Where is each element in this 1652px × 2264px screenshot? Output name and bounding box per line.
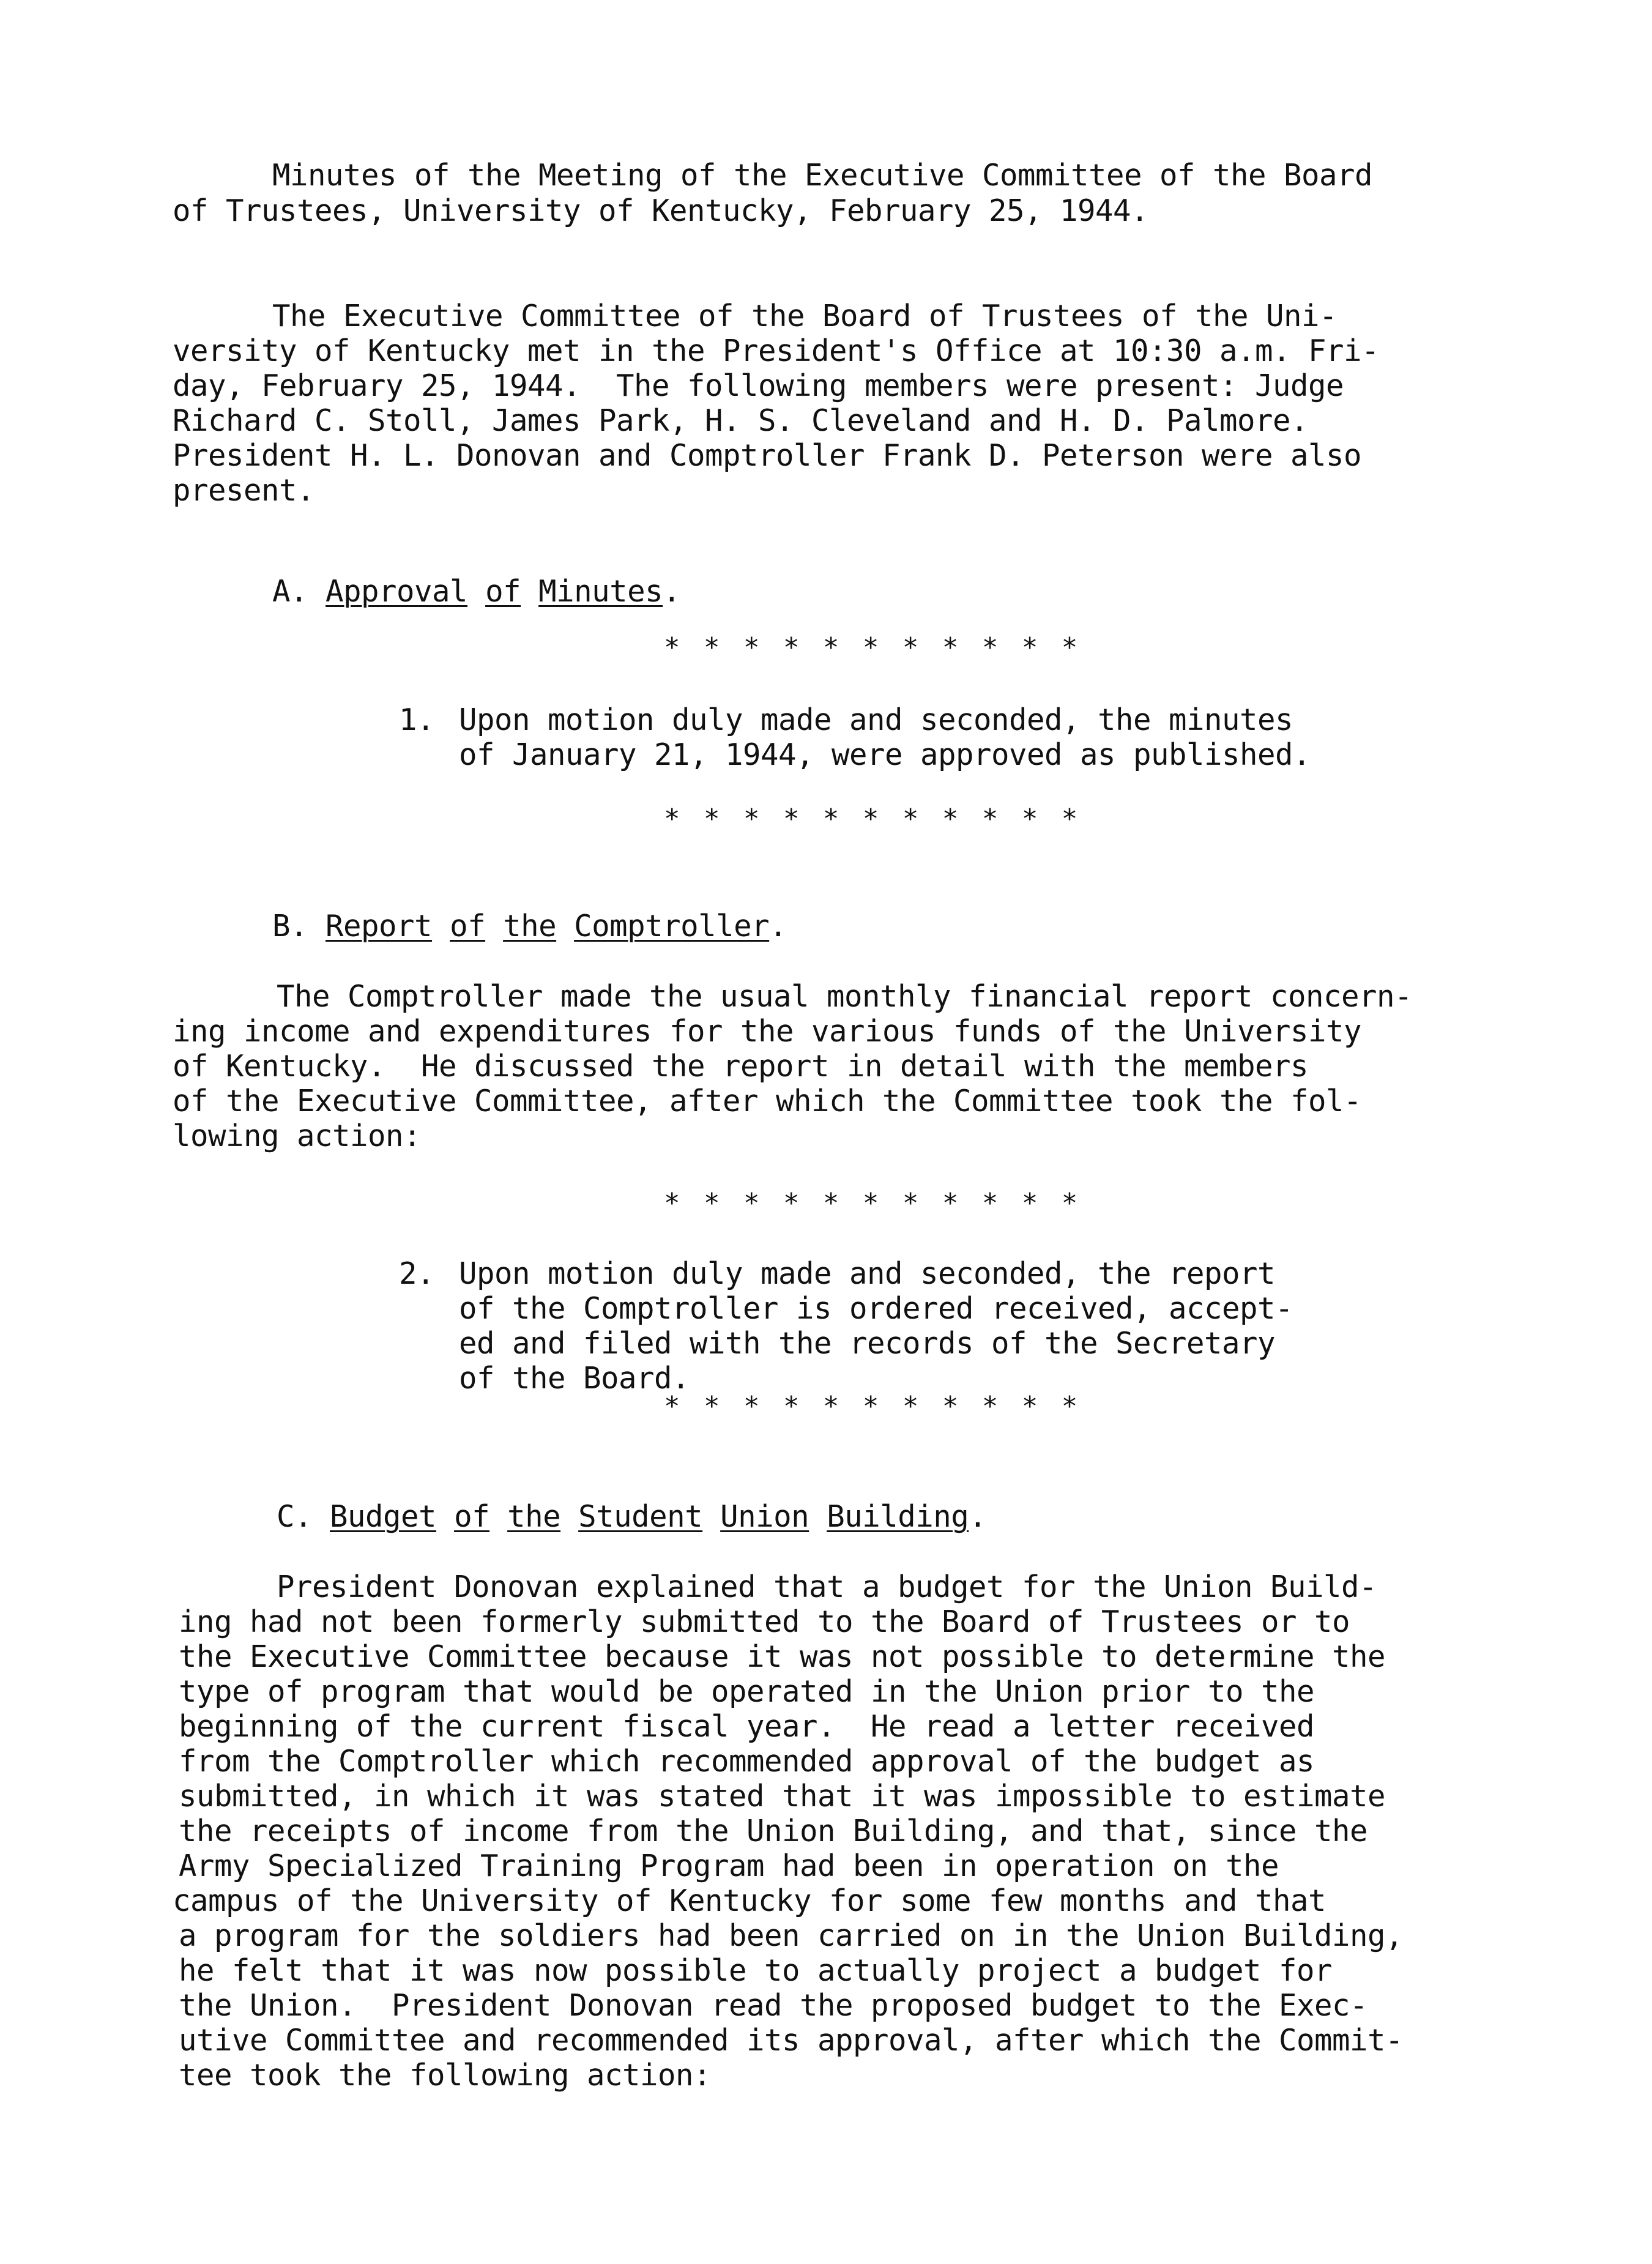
separator-stars: * * * * * * * * * * * [664,1391,1082,1422]
section-a-end: . [663,574,681,609]
section-a-word-3: Minutes [538,574,663,609]
separator-stars: * * * * * * * * * * * [664,803,1082,835]
section-c-para-line-6: from the Comptroller which recommended approval of the budget as [179,1744,1315,1779]
section-b-para-line-1: The Comptroller made the usual monthly financial report concern- [277,979,1413,1014]
section-b-letter: B. [272,909,308,944]
section-c-para-line-7: submitted, in which it was stated that it was impossible to estimate [179,1779,1386,1814]
section-a-word-1: Approval [326,574,468,609]
section-c-word-1: Budget [330,1499,437,1534]
item-2-number: 2. [399,1256,435,1291]
item-2-line-1: Upon motion duly made and seconded, the report [459,1256,1276,1291]
section-c-word-5: Union [720,1499,809,1534]
intro-line-1: The Executive Committee of the Board of Trustees of the Uni- [272,299,1338,333]
intro-line-6: present. [173,473,315,508]
section-a-word-2: of [485,574,521,609]
item-1-line-1: Upon motion duly made and seconded, the minutes [459,702,1293,737]
section-c-para-line-3: the Executive Committee because it was not possible to determine the [179,1639,1386,1674]
item-1-number: 1. [399,702,435,737]
section-c-para-line-4: type of program that would be operated in the Union prior to the [179,1674,1315,1709]
item-2-line-4: of the Board. [459,1361,690,1396]
section-b-para-line-4: of the Executive Committee, after which the Committee took the fol- [173,1084,1362,1119]
section-c-para-line-12: he felt that it was now possible to actually project a budget for [179,1953,1333,1988]
item-2-line-2: of the Comptroller is ordered received, accept- [459,1291,1293,1326]
section-c-word-2: of [454,1499,490,1534]
intro-line-4: Richard C. Stoll, James Park, H. S. Cleveland and H. D. Palmore. [173,403,1309,438]
section-b-heading [272,909,787,944]
title-line-2: of Trustees, University of Kentucky, February 25, 1944. [173,193,1149,228]
section-c-para-line-15: tee took the following action: [179,2058,712,2093]
section-c-para-line-13: the Union. President Donovan read the proposed budget to the Exec- [179,1988,1368,2023]
section-c-para-line-10: campus of the University of Kentucky for some few months and that [173,1883,1326,1918]
intro-line-5: President H. L. Donovan and Comptroller Frank D. Peterson were also [173,438,1362,473]
section-b-word-3: the [503,909,557,944]
section-c-word-4: Student [578,1499,703,1534]
intro-line-3: day, February 25, 1944. The following members were present: Judge [173,368,1344,403]
section-b-para-line-3: of Kentucky. He discussed the report in detail with the members [173,1049,1309,1084]
section-b-end: . [769,909,787,944]
title-line-1: Minutes of the Meeting of the Executive Committee of the Board [272,158,1373,193]
section-a-letter: A. [272,574,308,609]
section-c-end: . [969,1499,987,1534]
section-c-heading [277,1499,986,1534]
section-b-para-line-2: ing income and expenditures for the various funds of the University [173,1014,1362,1049]
item-1-line-2: of January 21, 1944, were approved as published. [459,737,1311,772]
section-c-para-line-5: beginning of the current fiscal year. He read a letter received [179,1709,1315,1744]
section-b-para-line-5: lowing action: [173,1119,422,1153]
section-c-word-6: Building [827,1499,969,1534]
section-b-word-1: Report [326,909,433,944]
section-c-para-line-9: Army Specialized Training Program had been in operation on the [179,1849,1279,1883]
section-c-para-line-1: President Donovan explained that a budget for the Union Build- [277,1570,1377,1604]
section-c-word-3: the [507,1499,561,1534]
section-c-para-line-8: the receipts of income from the Union Building, and that, since the [179,1814,1368,1849]
separator-stars: * * * * * * * * * * * [664,632,1082,663]
section-c-letter: C. [277,1499,313,1534]
intro-line-2: versity of Kentucky met in the President's Office at 10:30 a.m. Fri- [173,333,1380,368]
section-b-word-2: of [450,909,486,944]
section-c-para-line-14: utive Committee and recommended its approval, after which the Commit- [179,2023,1404,2058]
section-b-word-4: Comptroller [574,909,770,944]
section-c-para-line-11: a program for the soldiers had been carried on in the Union Building, [179,1918,1404,1953]
section-a-heading [272,574,680,609]
section-c-para-line-2: ing had not been formerly submitted to the Board of Trustees or to [179,1604,1350,1639]
separator-stars: * * * * * * * * * * * [664,1188,1082,1219]
item-2-line-3: ed and filed with the records of the Secretary [459,1326,1276,1361]
